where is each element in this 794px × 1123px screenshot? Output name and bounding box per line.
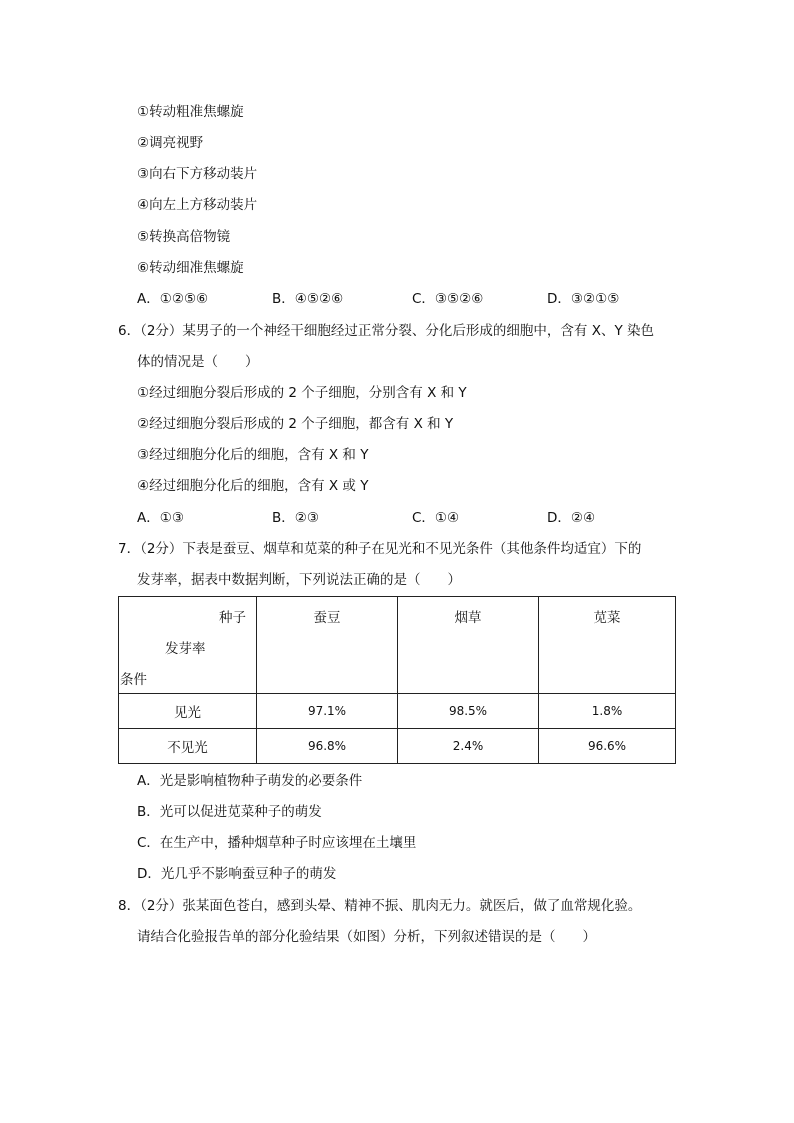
table-cell: 2.4% <box>398 729 539 764</box>
table-header-row <box>119 597 676 694</box>
q5-step-2: ②调亮视野 <box>137 135 204 151</box>
q7-stem-line-2: 发芽率，据表中数据判断，下列说法正确的是（ ） <box>137 572 461 588</box>
row-label-dark: 不见光 <box>119 729 257 764</box>
q6-statement-4: ④经过细胞分化后的细胞，含有 X 或 Y <box>137 478 369 494</box>
table-cell: 98.5% <box>398 694 539 729</box>
q6-option-c: C．①④ <box>412 510 460 526</box>
q6-stem-line-2: 体的情况是（ ） <box>137 354 259 370</box>
q6-option-b: B．②③ <box>272 510 319 526</box>
corner-label-rate: 发芽率 <box>165 641 206 657</box>
q7-option-c: C．在生产中，播种烟草种子时应该埋在土壤里 <box>137 835 417 851</box>
q6-option-a: A．①③ <box>137 510 184 526</box>
q7-option-d: D．光几乎不影响蚕豆种子的萌发 <box>137 866 337 882</box>
corner-label-condition: 条件 <box>120 672 147 688</box>
corner-label-seed: 种子 <box>219 610 246 626</box>
column-header-candou: 蚕豆 <box>257 597 398 694</box>
q5-option-d: D．③②①⑤ <box>547 291 620 307</box>
q5-step-6: ⑥转动细准焦螺旋 <box>137 260 244 276</box>
q5-option-a: A．①②⑤⑥ <box>137 291 209 307</box>
q7-stem-line-1: 7．（2分）下表是蚕豆、烟草和苋菜的种子在见光和不见光条件（其他条件均适宜）下的 <box>118 541 642 557</box>
q5-option-c: C．③⑤②⑥ <box>412 291 484 307</box>
table-row <box>119 729 676 764</box>
table-row <box>119 694 676 729</box>
q5-step-3: ③向右下方移动装片 <box>137 166 258 182</box>
q6-options <box>137 508 697 528</box>
table-cell: 97.1% <box>257 694 398 729</box>
column-header-yancao: 烟草 <box>398 597 539 694</box>
germination-table <box>118 596 676 764</box>
q6-statement-2: ②经过细胞分裂后形成的 2 个子细胞，都含有 X 和 Y <box>137 416 454 432</box>
column-header-xiancai: 苋菜 <box>539 597 676 694</box>
table-cell: 1.8% <box>539 694 676 729</box>
q6-stem-line-1: 6．（2分）某男子的一个神经干细胞经过正常分裂、分化后形成的细胞中，含有 X、Y 染色 <box>118 323 655 339</box>
table-cell: 96.8% <box>257 729 398 764</box>
q8-stem-line-2: 请结合化验报告单的部分化验结果（如图）分析，下列叙述错误的是（ ） <box>137 929 596 945</box>
q5-step-1: ①转动粗准焦螺旋 <box>137 104 244 120</box>
table-corner-cell <box>119 597 257 694</box>
q7-option-a: A．光是影响植物种子萌发的必要条件 <box>137 773 363 789</box>
table-cell: 96.6% <box>539 729 676 764</box>
q5-step-4: ④向左上方移动装片 <box>137 197 258 213</box>
q7-option-b: B．光可以促进苋菜种子的萌发 <box>137 804 322 820</box>
q6-option-d: D．②④ <box>547 510 596 526</box>
q5-options <box>137 289 697 309</box>
q6-statement-1: ①经过细胞分裂后形成的 2 个子细胞，分别含有 X 和 Y <box>137 385 467 401</box>
q5-option-b: B．④⑤②⑥ <box>272 291 344 307</box>
row-label-light: 见光 <box>119 694 257 729</box>
q6-statement-3: ③经过细胞分化后的细胞，含有 X 和 Y <box>137 447 369 463</box>
q8-stem-line-1: 8．（2分）张某面色苍白，感到头晕、精神不振、肌肉无力。就医后，做了血常规化验。 <box>118 898 642 914</box>
q5-step-5: ⑤转换高倍物镜 <box>137 229 231 245</box>
